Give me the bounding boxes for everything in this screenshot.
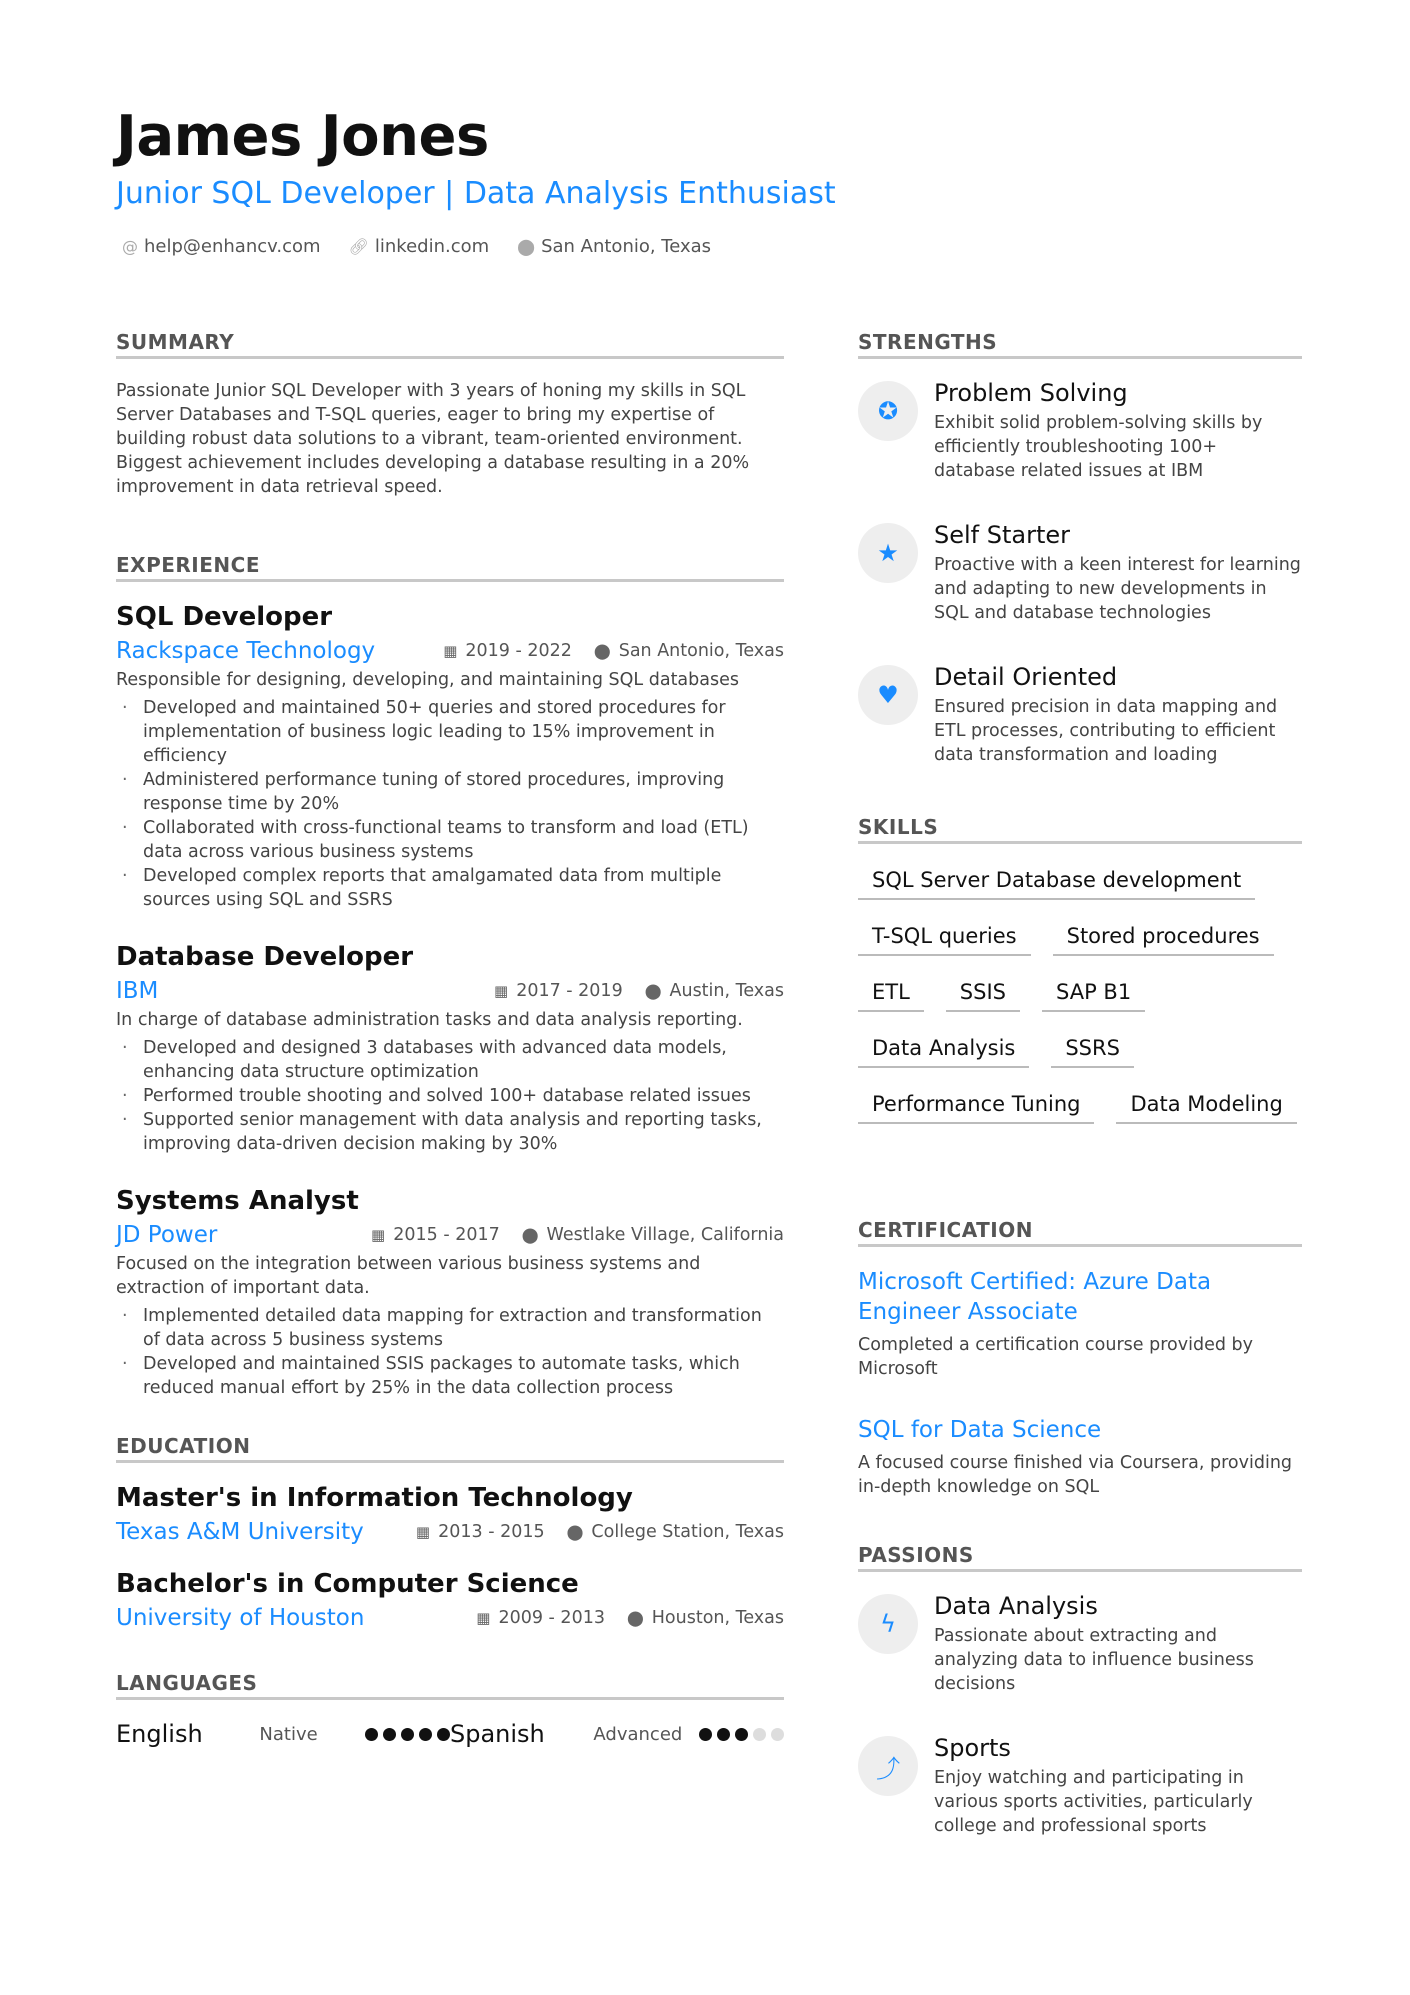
bullet-item: · Developed and maintained SSIS packages to automate tasks, which reduced manual effort by 25% in the data collection process xyxy=(116,1352,784,1400)
bullet-item: · Implemented detailed data mapping for extraction and transformation of data across 5 business systems xyxy=(116,1304,784,1352)
education-meta xyxy=(416,1522,784,1542)
item-title: Sports xyxy=(934,1734,1011,1762)
job-meta xyxy=(443,641,784,661)
at-icon: @ xyxy=(122,237,138,256)
experience-item xyxy=(116,942,784,1156)
language-level: Advanced xyxy=(593,1723,683,1745)
education-meta xyxy=(476,1608,784,1628)
job-title: Systems Analyst xyxy=(116,1186,359,1216)
bullet-item: · Developed and maintained 50+ queries and stored procedures for implementation of business logic leading to 15% improvement in efficiency xyxy=(116,696,784,768)
job-location xyxy=(645,981,784,1001)
location-pin-icon: ⬤ xyxy=(517,237,536,256)
email-text: help@enhancv.com xyxy=(144,236,321,257)
proficiency-dot xyxy=(419,1728,432,1741)
education-meta-line xyxy=(116,1519,784,1545)
skill-tag: SQL Server Database development xyxy=(858,864,1255,900)
date-text: 2009 - 2013 xyxy=(498,1608,605,1628)
experience-heading: EXPERIENCE xyxy=(116,553,784,582)
company-name[interactable]: Rackspace Technology xyxy=(116,638,376,664)
proficiency-dot xyxy=(717,1728,730,1741)
bullet-item: · Developed and designed 3 databases with advanced data models, enhancing data structure optimization xyxy=(116,1036,784,1084)
skill-tag: SAP B1 xyxy=(1042,976,1145,1012)
item-title: Self Starter xyxy=(934,521,1071,549)
job-location xyxy=(522,1225,784,1245)
star-icon: ★ xyxy=(858,523,918,583)
skill-tag: Data Modeling xyxy=(1116,1088,1296,1124)
job-meta xyxy=(494,981,784,1001)
bullet-item: · Developed complex reports that amalgamated data from multiple sources using SQL and SSRS xyxy=(116,864,784,912)
passion-item xyxy=(858,1592,1302,1696)
candidate-name: James Jones xyxy=(116,104,489,169)
date-text: 2017 - 2019 xyxy=(516,981,623,1001)
passions-section xyxy=(858,1543,1302,1838)
certification-item xyxy=(858,1415,1302,1499)
right-column xyxy=(858,330,1302,1876)
heart-icon: ♥ xyxy=(858,665,918,725)
item-description: Exhibit solid problem-solving skills by efficiently troubleshooting 100+ database related issues at IBM xyxy=(934,413,1263,481)
language-name: English xyxy=(116,1720,203,1748)
skills-heading: SKILLS xyxy=(858,815,1302,844)
language-item xyxy=(450,1720,784,1748)
location-pin-icon: ⬤ xyxy=(644,982,662,1000)
skill-tag: SSRS xyxy=(1051,1032,1134,1068)
sports-icon: ⤴ xyxy=(858,1736,918,1796)
strength-item xyxy=(858,379,1302,483)
certification-section xyxy=(858,1218,1302,1499)
item-description: Proactive with a keen interest for learning and adapting to new developments in SQL and database technologies xyxy=(934,555,1301,623)
experience-item xyxy=(116,1186,784,1400)
education-item xyxy=(116,1569,784,1631)
school-name[interactable]: Texas A&M University xyxy=(116,1519,364,1545)
education-heading: EDUCATION xyxy=(116,1434,784,1463)
job-meta-line xyxy=(116,978,784,1004)
languages-section xyxy=(116,1671,784,1748)
left-column xyxy=(116,330,784,1748)
job-bullets xyxy=(116,1036,784,1156)
strengths-heading: STRENGTHS xyxy=(858,330,1302,359)
company-name[interactable]: IBM xyxy=(116,978,159,1004)
date-range xyxy=(443,641,572,661)
date-text: 2015 - 2017 xyxy=(393,1225,500,1245)
proficiency-dot xyxy=(735,1728,748,1741)
calendar-icon: ▦ xyxy=(443,642,458,660)
education-meta-line xyxy=(116,1605,784,1631)
proficiency-dot xyxy=(771,1728,784,1741)
experience-section xyxy=(116,553,784,1400)
certification-item xyxy=(858,1267,1302,1381)
company-name[interactable]: JD Power xyxy=(116,1222,218,1248)
location-text: Houston, Texas xyxy=(651,1608,784,1628)
calendar-icon: ▦ xyxy=(476,1609,491,1627)
proficiency-dot xyxy=(365,1728,378,1741)
experience-item xyxy=(116,602,784,912)
date-range xyxy=(371,1225,500,1245)
job-description: Responsible for designing, developing, and maintaining SQL databases xyxy=(116,670,739,690)
job-location xyxy=(594,641,784,661)
degree-title: Bachelor's in Computer Science xyxy=(116,1569,579,1599)
item-body xyxy=(934,379,1302,483)
contact-location xyxy=(517,236,711,257)
item-title: Detail Oriented xyxy=(934,663,1118,691)
passion-item xyxy=(858,1734,1302,1838)
job-meta-line xyxy=(116,1222,784,1248)
proficiency-dot xyxy=(401,1728,414,1741)
calendar-icon: ▦ xyxy=(415,1523,431,1541)
bullet-item: · Supported senior management with data analysis and reporting tasks, improving data-driven decision making by 30% xyxy=(116,1108,784,1156)
job-title: SQL Developer xyxy=(116,602,333,632)
date-range xyxy=(476,1608,605,1628)
calendar-icon: ▦ xyxy=(494,982,509,1000)
language-item xyxy=(116,1720,450,1748)
item-body xyxy=(934,663,1302,767)
item-body xyxy=(934,1734,1302,1838)
certification-title[interactable]: Microsoft Certified: Azure Data Engineer Associate xyxy=(858,1269,1212,1325)
bolt-icon: ϟ xyxy=(858,1594,918,1654)
proficiency-dot xyxy=(437,1728,450,1741)
job-meta-line xyxy=(116,638,784,664)
skill-tag: T-SQL queries xyxy=(858,920,1031,956)
location-text: Austin, Texas xyxy=(669,981,784,1001)
job-title: Database Developer xyxy=(116,942,414,972)
location-text: College Station, Texas xyxy=(591,1522,784,1542)
link-icon: 🔗︎ xyxy=(348,237,369,256)
bullet-item: · Collaborated with cross-functional teams to transform and load (ETL) data across various business systems xyxy=(116,816,784,864)
item-body xyxy=(934,521,1302,625)
proficiency-dots xyxy=(365,1728,450,1741)
education-item xyxy=(116,1483,784,1545)
item-description: Passionate about extracting and analyzing data to influence business decisions xyxy=(934,1626,1254,1694)
degree-title: Master's in Information Technology xyxy=(116,1483,633,1513)
date-text: 2019 - 2022 xyxy=(465,641,572,661)
bullet-item: · Performed trouble shooting and solved 100+ database related issues xyxy=(116,1084,784,1108)
location-pin-icon: ⬤ xyxy=(626,1609,644,1627)
language-name: Spanish xyxy=(450,1720,545,1748)
proficiency-dot xyxy=(699,1728,712,1741)
date-text: 2013 - 2015 xyxy=(438,1522,545,1542)
proficiency-dots xyxy=(699,1728,784,1741)
language-level: Native xyxy=(259,1723,318,1745)
contact-email[interactable] xyxy=(122,236,321,257)
date-range xyxy=(416,1522,545,1542)
certification-description: Completed a certification course provided by Microsoft xyxy=(858,1335,1253,1379)
job-bullets xyxy=(116,1304,784,1400)
calendar-icon: ▦ xyxy=(371,1226,386,1244)
certification-description: A focused course finished via Coursera, providing in-depth knowledge on SQL xyxy=(858,1453,1293,1497)
passions-heading: PASSIONS xyxy=(858,1543,1302,1572)
candidate-title: Junior SQL Developer | Data Analysis Enthusiast xyxy=(116,176,836,211)
skills-section xyxy=(858,815,1302,1124)
location-text: Westlake Village, California xyxy=(546,1225,784,1245)
location-text: San Antonio, Texas xyxy=(541,236,712,257)
school-name[interactable]: University of Houston xyxy=(116,1605,365,1631)
skills-list xyxy=(858,864,1302,1124)
certification-title[interactable]: SQL for Data Science xyxy=(858,1417,1102,1443)
item-title: Problem Solving xyxy=(934,379,1128,407)
job-bullets xyxy=(116,696,784,912)
date-range xyxy=(494,981,623,1001)
location-text: San Antonio, Texas xyxy=(618,641,784,661)
summary-section xyxy=(116,330,784,499)
skill-tag: Stored procedures xyxy=(1053,920,1274,956)
education-section xyxy=(116,1434,784,1631)
item-body xyxy=(934,1592,1302,1696)
job-description: Focused on the integration between various business systems and extraction of important data. xyxy=(116,1254,701,1298)
location-pin-icon: ⬤ xyxy=(566,1523,584,1541)
summary-heading: SUMMARY xyxy=(116,330,784,359)
skill-tag: Data Analysis xyxy=(858,1032,1029,1068)
education-location xyxy=(567,1522,784,1542)
location-pin-icon: ⬤ xyxy=(593,642,611,660)
languages-heading: LANGUAGES xyxy=(116,1671,784,1700)
strengths-section xyxy=(858,330,1302,767)
item-description: Enjoy watching and participating in various sports activities, particularly college and professional sports xyxy=(934,1768,1253,1836)
skill-tag: Performance Tuning xyxy=(858,1088,1094,1124)
skill-tag: ETL xyxy=(858,976,924,1012)
strength-item xyxy=(858,521,1302,625)
item-description: Ensured precision in data mapping and ETL processes, contributing to efficient data transformation and loading xyxy=(934,697,1278,765)
proficiency-dot xyxy=(383,1728,396,1741)
proficiency-dot xyxy=(753,1728,766,1741)
job-meta xyxy=(371,1225,784,1245)
languages-row xyxy=(116,1720,784,1748)
skill-tag: SSIS xyxy=(946,976,1020,1012)
job-description: In charge of database administration tasks and data analysis reporting. xyxy=(116,1010,743,1030)
strength-item xyxy=(858,663,1302,767)
education-location xyxy=(627,1608,784,1628)
contact-bar xyxy=(122,236,711,257)
contact-linkedin[interactable] xyxy=(349,236,490,257)
linkedin-text: linkedin.com xyxy=(374,236,490,257)
item-title: Data Analysis xyxy=(934,1592,1098,1620)
award-icon: ✪ xyxy=(858,381,918,441)
bullet-item: · Administered performance tuning of stored procedures, improving response time by 20% xyxy=(116,768,784,816)
location-pin-icon: ⬤ xyxy=(521,1226,539,1244)
summary-text: Passionate Junior SQL Developer with 3 years of honing my skills in SQL Server Databases and T-SQL queries, eager to bring my expertise of building robust data solutions to a vibrant, team-oriented environment. Biggest achievement includes developing a database resulting in a 20% improvement in data retrieval speed. xyxy=(116,381,750,497)
certification-heading: CERTIFICATION xyxy=(858,1218,1302,1247)
